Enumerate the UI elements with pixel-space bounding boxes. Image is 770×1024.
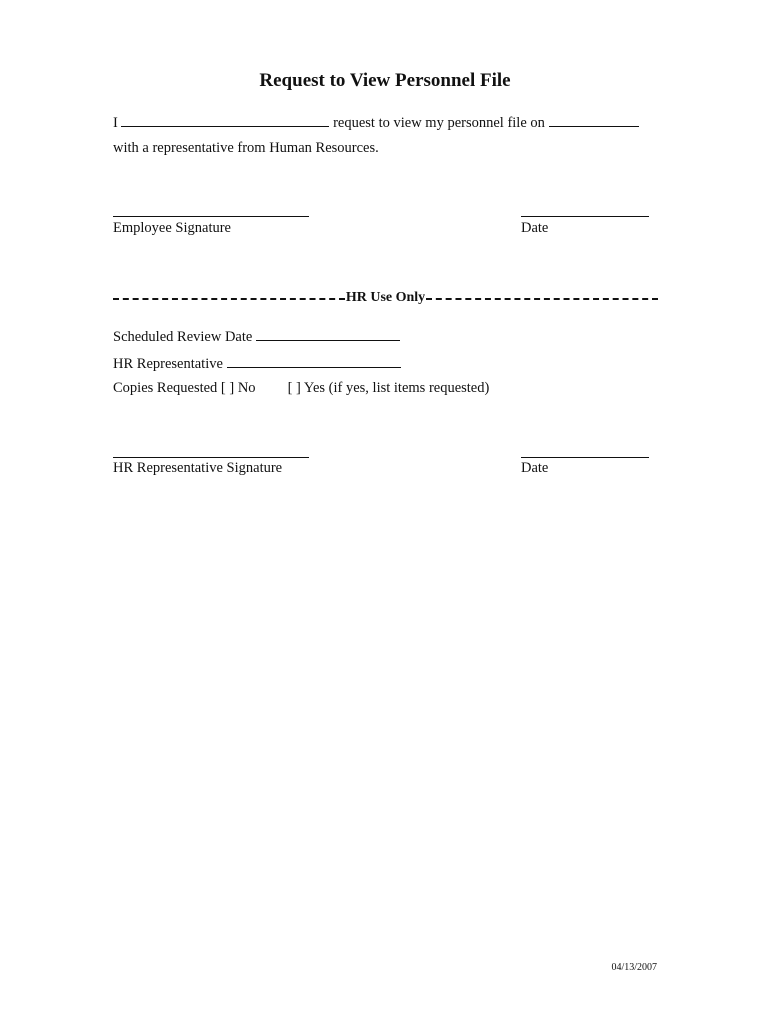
copies-requested-no-checkbox[interactable]: Copies Requested [ ] No — [113, 380, 256, 396]
hr-use-only-divider — [113, 290, 658, 306]
name-blank-field[interactable] — [121, 113, 329, 127]
employee-date-label: Date — [521, 220, 549, 236]
request-second-line: with a representative from Human Resources. — [113, 140, 379, 156]
copies-requested-yes-checkbox[interactable]: [ ] Yes (if yes, list items requested) — [287, 380, 490, 396]
hr-representative-field[interactable] — [227, 354, 401, 368]
employee-signature-field[interactable] — [113, 216, 309, 217]
hr-date-field[interactable] — [521, 457, 649, 458]
request-date-blank-field[interactable] — [549, 113, 639, 127]
scheduled-review-row — [113, 327, 400, 346]
hr-representative-label: HR Representative — [113, 356, 223, 372]
copies-requested-row — [113, 380, 489, 397]
request-middle-text: request to view my personnel file on — [333, 115, 545, 131]
scheduled-review-label: Scheduled Review Date — [113, 329, 253, 345]
request-line — [113, 113, 639, 132]
hr-use-only-heading: HR Use Only — [345, 290, 426, 305]
revision-date: 04/13/2007 — [611, 962, 657, 973]
hr-date-label: Date — [521, 460, 549, 476]
divider-left-dashes — [113, 298, 345, 300]
form-title: Request to View Personnel File — [259, 70, 511, 91]
hr-representative-row — [113, 354, 401, 373]
request-prefix: I — [113, 115, 118, 131]
divider-right-dashes — [426, 298, 658, 300]
hr-signature-field[interactable] — [113, 457, 309, 458]
employee-date-field[interactable] — [521, 216, 649, 217]
scheduled-review-date-field[interactable] — [256, 327, 400, 341]
hr-signature-label: HR Representative Signature — [113, 460, 283, 476]
employee-signature-label: Employee Signature — [113, 220, 231, 236]
